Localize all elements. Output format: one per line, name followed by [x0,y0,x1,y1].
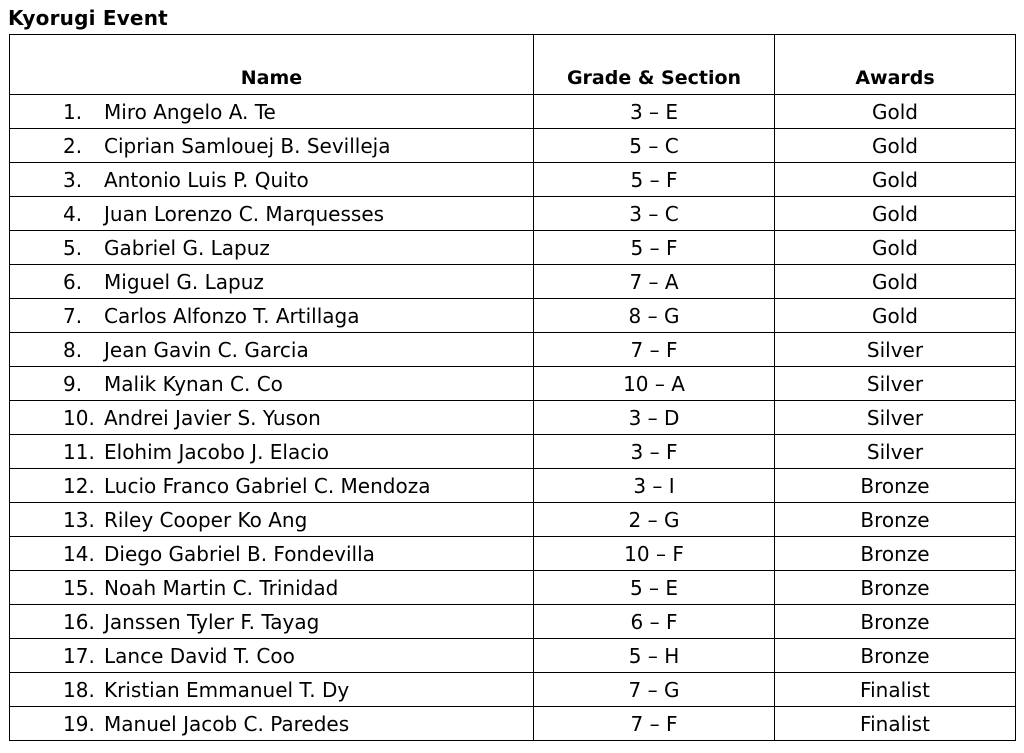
table-row [10,367,1016,401]
name-cell [10,673,534,707]
row-number: 8. [63,337,83,362]
grade-section-cell: 10 – A [534,367,775,401]
student-name: Noah Martin C. Trinidad [104,575,339,600]
award-cell: Gold [775,163,1016,197]
name-cell [10,571,534,605]
grade-section-cell: 3 – D [534,401,775,435]
student-name: Andrei Javier S. Yuson [104,405,321,430]
student-name: Lance David T. Coo [104,643,295,668]
row-number: 18. [63,677,95,702]
award-cell: Silver [775,401,1016,435]
table-row [10,537,1016,571]
name-cell [10,469,534,503]
table-row [10,639,1016,673]
student-name: Ciprian Samlouej B. Sevilleja [104,133,391,158]
grade-section-cell: 5 – E [534,571,775,605]
row-number: 17. [63,643,95,668]
grade-section-cell: 3 – F [534,435,775,469]
grade-section-cell: 2 – G [534,503,775,537]
grade-section-cell: 3 – I [534,469,775,503]
student-name: Lucio Franco Gabriel C. Mendoza [104,473,431,498]
table-row [10,707,1016,741]
award-cell: Bronze [775,503,1016,537]
student-name: Miguel G. Lapuz [104,269,264,294]
row-number: 5. [63,235,83,260]
student-name: Malik Kynan C. Co [104,371,283,396]
student-name: Gabriel G. Lapuz [104,235,270,260]
award-cell: Bronze [775,537,1016,571]
name-cell [10,401,534,435]
award-cell: Gold [775,265,1016,299]
table-row [10,401,1016,435]
results-table [9,34,1016,741]
award-cell: Gold [775,197,1016,231]
award-cell: Gold [775,231,1016,265]
student-name: Riley Cooper Ko Ang [104,507,308,532]
award-cell: Gold [775,129,1016,163]
name-cell [10,707,534,741]
table-row [10,163,1016,197]
grade-section-cell: 10 – F [534,537,775,571]
row-number: 13. [63,507,95,532]
row-number: 12. [63,473,95,498]
grade-section-cell: 3 – C [534,197,775,231]
row-number: 6. [63,269,83,294]
name-cell [10,639,534,673]
column-header-awards: Awards [775,35,1016,95]
table-row [10,605,1016,639]
row-number: 2. [63,133,83,158]
name-cell [10,537,534,571]
table-row [10,129,1016,163]
student-name: Kristian Emmanuel T. Dy [104,677,350,702]
table-row [10,503,1016,537]
row-number: 7. [63,303,83,328]
row-number: 10. [63,405,95,430]
student-name: Jean Gavin C. Garcia [104,337,309,362]
name-cell [10,605,534,639]
row-number: 4. [63,201,83,226]
table-body [10,95,1016,741]
name-cell [10,163,534,197]
table-row [10,469,1016,503]
award-cell: Finalist [775,673,1016,707]
student-name: Janssen Tyler F. Tayag [104,609,320,634]
name-cell [10,299,534,333]
table-row [10,435,1016,469]
grade-section-cell: 3 – E [534,95,775,129]
name-cell [10,367,534,401]
student-name: Carlos Alfonzo T. Artillaga [104,303,360,328]
grade-section-cell: 5 – F [534,231,775,265]
name-cell [10,231,534,265]
table-row [10,571,1016,605]
row-number: 19. [63,711,95,736]
award-cell: Bronze [775,571,1016,605]
table-row [10,231,1016,265]
grade-section-cell: 7 – F [534,333,775,367]
award-cell: Silver [775,435,1016,469]
grade-section-cell: 5 – F [534,163,775,197]
column-header-name: Name [10,35,534,95]
name-cell [10,129,534,163]
student-name: Juan Lorenzo C. Marquesses [104,201,385,226]
table-row [10,299,1016,333]
grade-section-cell: 5 – H [534,639,775,673]
row-number: 1. [63,99,83,124]
row-number: 11. [63,439,95,464]
row-number: 16. [63,609,95,634]
award-cell: Bronze [775,469,1016,503]
name-cell [10,95,534,129]
table-row [10,95,1016,129]
award-cell: Silver [775,333,1016,367]
table-row [10,265,1016,299]
column-header-grade-section: Grade & Section [534,35,775,95]
name-cell [10,503,534,537]
row-number: 3. [63,167,83,192]
student-name: Manuel Jacob C. Paredes [104,711,350,736]
table-header-row [10,35,1016,95]
grade-section-cell: 6 – F [534,605,775,639]
grade-section-cell: 7 – F [534,707,775,741]
award-cell: Finalist [775,707,1016,741]
page-title: Kyorugi Event [8,6,168,30]
row-number: 14. [63,541,95,566]
award-cell: Gold [775,95,1016,129]
grade-section-cell: 8 – G [534,299,775,333]
grade-section-cell: 5 – C [534,129,775,163]
name-cell [10,265,534,299]
table-row [10,197,1016,231]
award-cell: Bronze [775,605,1016,639]
award-cell: Bronze [775,639,1016,673]
grade-section-cell: 7 – G [534,673,775,707]
student-name: Elohim Jacobo J. Elacio [104,439,330,464]
name-cell [10,197,534,231]
student-name: Miro Angelo A. Te [104,99,276,124]
table-row [10,673,1016,707]
award-cell: Silver [775,367,1016,401]
table-row [10,333,1016,367]
grade-section-cell: 7 – A [534,265,775,299]
student-name: Antonio Luis P. Quito [104,167,309,192]
row-number: 15. [63,575,95,600]
row-number: 9. [63,371,83,396]
student-name: Diego Gabriel B. Fondevilla [104,541,375,566]
name-cell [10,333,534,367]
name-cell [10,435,534,469]
award-cell: Gold [775,299,1016,333]
